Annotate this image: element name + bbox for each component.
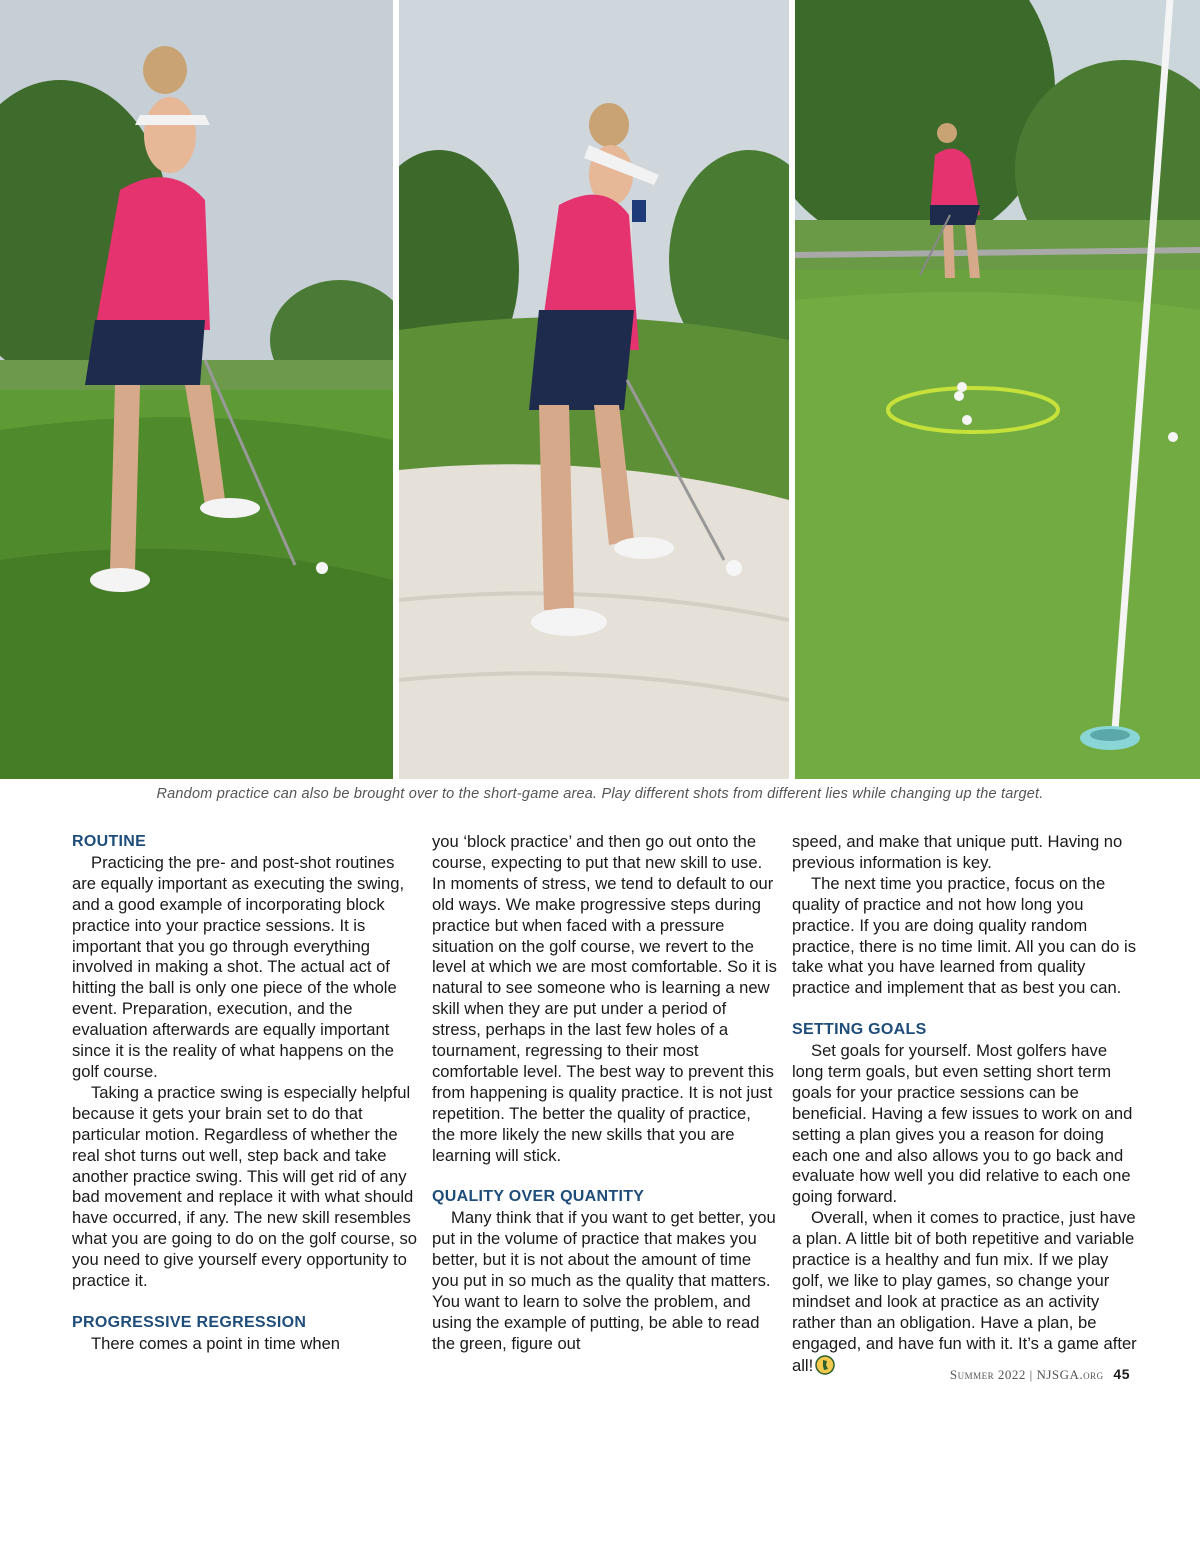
text-column-3 <box>792 832 1137 1377</box>
paragraph-closing <box>792 1208 1137 1376</box>
footer-separator: | <box>1029 1367 1033 1382</box>
issue-label: Summer 2022 <box>949 1367 1026 1382</box>
text-column-2 <box>432 832 777 1355</box>
heading-routine: ROUTINE <box>72 833 147 850</box>
heading-progressive-regression: PROGRESSIVE REGRESSION <box>72 1313 307 1331</box>
njsga-end-logo-icon <box>815 1355 835 1375</box>
heading-quality-over-quantity: QUALITY OVER QUANTITY <box>432 1188 645 1206</box>
paragraph: Many think that if you want to get better, you put in the volume of practice that makes you better, but it is not about the amount of time you put in so much as the quality that matters. You want to learn to solve the problem, and using the example of putting, be able to read the green, figure out <box>432 1208 776 1353</box>
paragraph: Practicing the pre- and post-shot routines are equally important as executing the swing, and a good example of incorporating block practice into your practice sessions. It is important that you go through everything involved in making a shot. The actual act of hitting the ball is only one piece of the whole event. Preparation, execution, and the evaluation afterwards are equally important since it is the reality of what happens on the golf course. <box>72 852 405 1081</box>
paragraph: There comes a point in time when <box>91 1333 341 1353</box>
site-label: NJSGA.org <box>1036 1367 1104 1382</box>
page-footer <box>950 1366 1130 1383</box>
paragraph: Set goals for yourself. Most golfers have long term goals, but even setting short term goals for your practice sessions can be beneficial. Having a few issues to work on and setting a plan gives you a reason for doing each one and also allows you to go back and evaluate how well you did relative to each one going forward. <box>792 1041 1133 1207</box>
heading-setting-goals: SETTING GOALS <box>792 1021 927 1039</box>
paragraph: The next time you practice, focus on the quality of practice and not how long you practice. If you are doing quality random practice, there is no time limit. All you can do is take what you have learned from quality practice and implement that as best you can. <box>792 873 1137 998</box>
photo-chipping-rough <box>0 0 393 779</box>
closing-text: Overall, when it comes to practice, just have a plan. A little bit of both repetitive and variable practice is a healthy and fun mix. If we play golf, we like to play games, so change your mindset and look at practice as an activity rather than an obligation. Have a plan, be engaged, and have fun with it. It’s a game after all! <box>792 1208 1137 1375</box>
text-column-1 <box>72 832 417 1355</box>
paragraph: speed, and make that unique putt. Having no previous information is key. <box>792 832 1123 872</box>
photo-putting-green <box>795 0 1200 779</box>
page-number: 45 <box>1113 1366 1130 1382</box>
paragraph: Taking a practice swing is especially helpful because it gets your brain set to do that particular motion. Regardless of whether the real shot turns out well, step back and take another practice swing. This will get rid of any bad movement and replace it with what should have occurred, if any. The new skill resembles what you are going to do on the golf course, so you need to give yourself every opportunity to practice it. <box>72 1082 418 1291</box>
photo-caption: Random practice can also be brought over to the short-game area. Play different shots from different lies while changing up the target. <box>156 786 1044 802</box>
paragraph: you ‘block practice’ and then go out onto the course, expecting to put that new skill to use. In moments of stress, we tend to default to our old ways. We make progressive steps during practice but when faced with a pressure situation on the golf course, we revert to the level at which we are most comfortable. So it is natural to see someone who is learning a new skill when they are put under a period of stress, perhaps in the last few holes of a tournament, regressing to their most comfortable level. The best way to prevent this from happening is quality practice. It is not just repetition. The better the quality of practice, the more likely the new skills that you are learning will stick. <box>432 832 777 1165</box>
photo-bunker-shot <box>399 0 789 779</box>
